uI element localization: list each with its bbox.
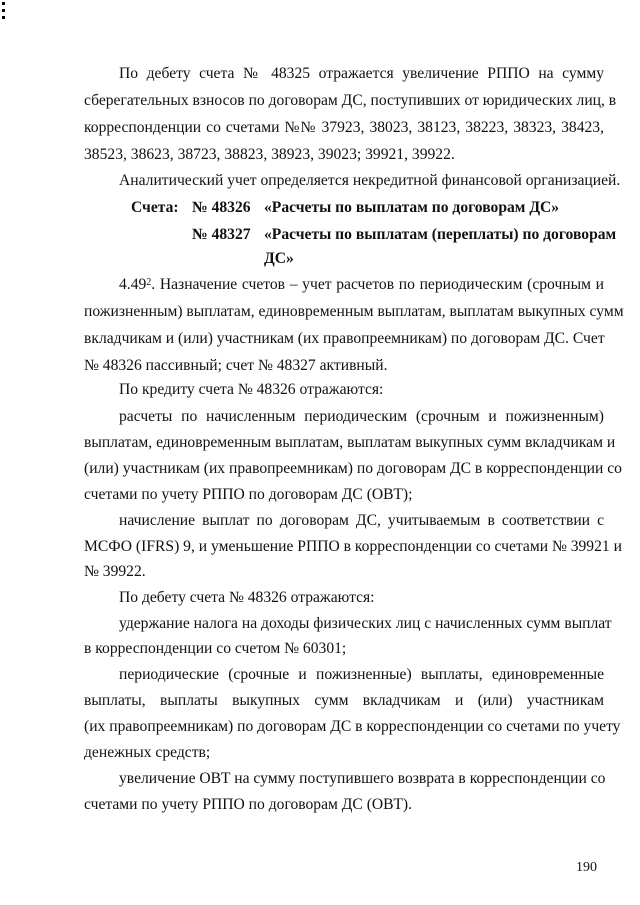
account-title: «Расчеты по выплатам по договорам ДС» <box>264 199 560 216</box>
paragraph-line: расчеты по начисленным периодическим (срочным и пожизненным) <box>119 408 604 425</box>
paragraph-line: (или) участникам (их правопреемникам) по договорам ДС в корреспонденции со <box>84 460 622 477</box>
paragraph-line: Аналитический учет определяется некредитной финансовой организацией. <box>119 172 621 189</box>
paragraph-line: По кредиту счета № 48326 отражаются: <box>119 381 384 398</box>
paragraph-line: начисление выплат по договорам ДС, учитываемым в соответствии с <box>119 512 604 529</box>
page-number: 190 <box>576 860 597 875</box>
paragraph-line: № 39922. <box>84 563 146 580</box>
account-title: ДС» <box>264 250 294 267</box>
section-number: 4.49 <box>119 276 147 293</box>
paragraph-line: сберегательных взносов по договорам ДС, поступивших от юридических лиц, в <box>84 92 617 109</box>
paragraph-line: удержание налога на доходы физических лиц с начисленных сумм выплат <box>119 615 612 632</box>
section-superscript: 2 <box>146 277 152 288</box>
paragraph-line: периодические (срочные и пожизненные) выплаты, единовременные <box>119 666 604 683</box>
paragraph-line: выплатам, единовременным выплатам, выплатам выкупных сумм вкладчикам и <box>84 434 616 451</box>
paragraph-line: № 48326 пассивный; счет № 48327 активный. <box>84 357 388 374</box>
account-number: № 48326 <box>192 199 251 216</box>
paragraph-line: выплаты, выплаты выкупных сумм вкладчикам и (или) участникам <box>84 692 604 709</box>
accounts-label: Счета: <box>131 199 179 216</box>
paragraph-line: счетами по учету РППО по договорам ДС (ОВТ). <box>84 796 412 813</box>
paragraph-line <box>119 276 604 294</box>
paragraph-text: . Назначение счетов – учет расчетов по периодическим (срочным и <box>151 276 604 293</box>
paragraph-line: счетами по учету РППО по договорам ДС (ОВТ); <box>84 486 413 503</box>
paragraph-line: увеличение ОВТ на сумму поступившего возврата в корреспонденции со <box>119 770 606 787</box>
paragraph-line: вкладчикам и (или) участникам (их правопреемникам) по договорам ДС. Счет <box>84 330 605 347</box>
account-number: № 48327 <box>192 226 251 243</box>
paragraph-line: денежных средств; <box>84 744 211 761</box>
paragraph-line: МСФО (IFRS) 9, и уменьшение РППО в корреспонденции со счетами № 39921 и <box>84 538 622 555</box>
paragraph-line: По дебету счета № 48326 отражаются: <box>119 589 375 606</box>
paragraph-line: (их правопреемникам) по договорам ДС в корреспонденции со счетами по учету <box>84 718 621 735</box>
paragraph-line: пожизненным) выплатам, единовременным выплатам, выплатам выкупных сумм <box>84 303 624 320</box>
paragraph-line: в корреспонденции со счетом № 60301; <box>84 640 347 657</box>
paragraph-line: корреспонденции со счетами №№ 37923, 38023, 38123, 38223, 38323, 38423, <box>84 119 604 136</box>
paragraph-line: По дебету счета № 48325 отражается увеличение РППО на сумму <box>119 65 604 82</box>
account-title: «Расчеты по выплатам (переплаты) по договорам <box>264 226 617 243</box>
paragraph-line: 38523, 38623, 38723, 38823, 38923, 39023; 39921, 39922. <box>84 146 455 163</box>
scan-edge-mark <box>2 2 5 24</box>
